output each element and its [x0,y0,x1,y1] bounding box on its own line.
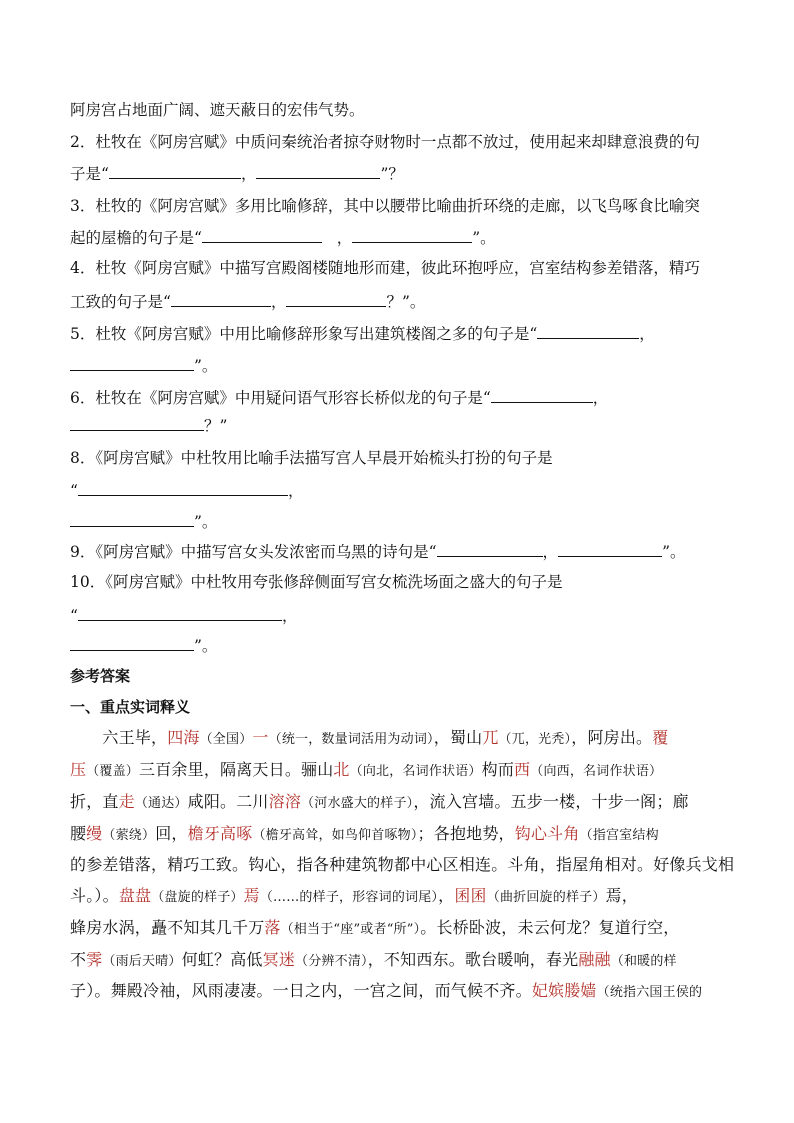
text-segment: 斗。）。 [70,886,119,905]
gloss-note: （河水盛大的样子） [301,796,414,811]
gloss-note: （全国） [199,732,253,747]
answer-blank[interactable] [558,540,662,557]
answer-line [70,760,730,782]
text-segment: 的参差错落，精巧工致。钩心，指各种建筑物都中心区相连。斗角，指屋角相对。好像兵戈相 [70,855,735,874]
answer-blank[interactable] [109,162,241,179]
key-word: 溶溶 [268,792,302,811]
answer-blank[interactable] [286,290,386,307]
answer-line [70,918,730,940]
answers-section-heading: 一、重点实词释义 [70,698,191,716]
gloss-note: （和暖的样 [610,954,677,969]
question-5-line-1: 5．杜牧《阿房宫赋》中用比喻修辞形象写出建筑楼阁之多的句子是“ ， [70,322,730,344]
question-8-line-3: ”。 [70,510,730,532]
text-segment: ，蜀山 [433,728,483,747]
key-word: 檐牙高啄 [187,824,253,843]
answer-line [70,886,730,908]
answer-blank[interactable] [70,510,194,527]
text-segment: 。舞殿冷袖，风雨凄凄。一日之内，一宫之间，而气候不齐。 [94,981,532,1000]
question-9-line: 9．《阿房宫赋》中描写宫女头发浓密而乌黑的诗句是“ ， ”。 [70,540,730,562]
text-segment: 三百余里，隔离天日。骊山 [139,760,334,779]
answer-blank[interactable] [491,386,593,403]
text-segment: 子） [70,981,95,1000]
text-segment: 回， [155,824,188,843]
answer-line [70,981,730,1003]
gloss-note: （曲折回旋的样子） [486,890,606,905]
question-10-line-2: “ ， [70,604,730,626]
key-word: 压 [70,760,87,779]
text-segment: ，阿房出。 [571,728,653,747]
key-word: 西 [514,760,531,779]
answer-blank[interactable] [352,226,472,243]
question-4-line-2: 工致的句子是“ ， ？”。 [70,290,730,312]
answer-blank[interactable] [537,322,639,339]
gloss-note: （向西，名词作状语） [530,764,663,779]
gloss-note: （分辨不清） [295,954,368,969]
answer-line [70,728,730,750]
gloss-note: （雨后天晴） [102,954,182,969]
answer-blank[interactable] [78,479,288,496]
answer-line [70,950,730,972]
gloss-note: （兀，光秃） [498,732,572,747]
question-4-line-1: 4．杜牧《阿房宫赋》中描写宫殿阁楼随地形而建，彼此环抱呼应，宫室结构参差错落，精巧 [70,259,700,277]
key-word: 兀 [482,728,499,747]
gloss-note: （萦绕） [102,828,156,843]
answer-blank[interactable] [437,540,543,557]
gloss-note: （统一，数量词活用为动词） [268,732,434,747]
text-segment: 不 [70,950,87,969]
text-segment: ， [438,886,455,905]
question-8-line-2: “ ， [70,479,730,501]
answer-blank[interactable] [171,290,271,307]
answer-line [70,824,730,846]
question-3-line-2: 起的屋檐的句子是“ ， ”。 [70,226,730,248]
question-10-line-1: 10．《阿房宫赋》中杜牧用夸张修辞侧面写宫女梳洗场面之盛大的句子是 [70,573,563,591]
answer-blank[interactable] [70,634,194,651]
question-2-line-1: 2．杜牧在《阿房宫赋》中质问秦统治者掠夺财物时一点都不放过，使用起来却肆意浪费的句 [70,133,700,151]
text-segment: ；各抱地势， [417,824,515,843]
key-word: 融融 [578,950,611,969]
text-segment: 六王毕， [70,728,168,747]
text-segment: ，不知西东。歌台暖响，春光 [367,950,579,969]
answers-title: 参考答案 [70,667,131,685]
text-segment: 折，直 [70,792,119,811]
key-word: 走 [118,792,135,811]
gloss-note: （指宫室结构 [579,828,659,843]
key-word: 囷囷 [454,886,487,905]
text-segment: 构而 [481,760,515,779]
answer-blank[interactable] [78,604,282,621]
key-word: 钩心斗角 [514,824,580,843]
answer-line [70,792,730,814]
text-segment: 。长桥卧波，未云何龙？复道行空， [420,918,680,937]
text-segment: 腰 [70,824,87,843]
key-word: 冥迷 [262,950,296,969]
key-word: 缦 [86,824,103,843]
question-6-line-2: ？” [70,414,730,436]
question-3-line-1: 3．杜牧的《阿房宫赋》多用比喻修辞，其中以腰带比喻曲折环绕的走廊，以飞鸟啄食比喻突 [70,197,700,215]
answer-blank[interactable] [70,354,194,371]
question-6-line-1: 6．杜牧在《阿房宫赋》中用疑问语气形容长桥似龙的句子是“ ， [70,386,730,408]
key-word: 覆 [652,728,669,747]
question-10-line-3: ”。 [70,634,730,656]
key-word: 霁 [86,950,103,969]
text-segment: 咸阳。二川 [187,792,269,811]
answer-blank[interactable] [202,226,322,243]
question-8-line-1: 8．《阿房宫赋》中杜牧用比喻手法描写宫人早晨开始梳头打扮的句子是 [70,449,553,467]
gloss-note: （向北，名词作状语） [349,764,482,779]
key-word: 焉 [243,886,260,905]
answer-blank[interactable] [70,414,204,431]
gloss-note: （盘旋的样子） [151,890,244,905]
gloss-note: （相当于“座”或者“所”） [280,922,421,937]
key-word: 妃嫔媵嫱 [531,981,597,1000]
gloss-note: （通达） [134,796,188,811]
text-segment: 何虹？高低 [181,950,263,969]
question-1-tail: 阿房宫占地面广阔、遮天蔽日的宏伟气势。 [70,101,365,119]
text-segment: 蜂房水涡，矗不知其几千万 [70,918,265,937]
answer-blank[interactable] [256,162,380,179]
key-word: 四海 [167,728,200,747]
question-5-line-2: ”。 [70,354,730,376]
gloss-note: （覆盖） [86,764,140,779]
text-segment: ，流入宫墙。五步一楼，十步一阁；廊 [413,792,689,811]
question-2-line-2: 子是“ ， ”？ [70,162,730,184]
gloss-note: （统指六国王侯的 [596,985,703,1000]
gloss-note: （檐牙高耸，如鸟仰首啄物） [252,828,418,843]
key-word: 落 [264,918,281,937]
gloss-note: （……的样子，形容词的词尾） [259,890,439,905]
answer-line [70,855,735,875]
text-segment: 焉， [605,886,638,905]
key-word: 一 [252,728,269,747]
key-word: 北 [333,760,350,779]
key-word: 盘盘 [118,886,152,905]
